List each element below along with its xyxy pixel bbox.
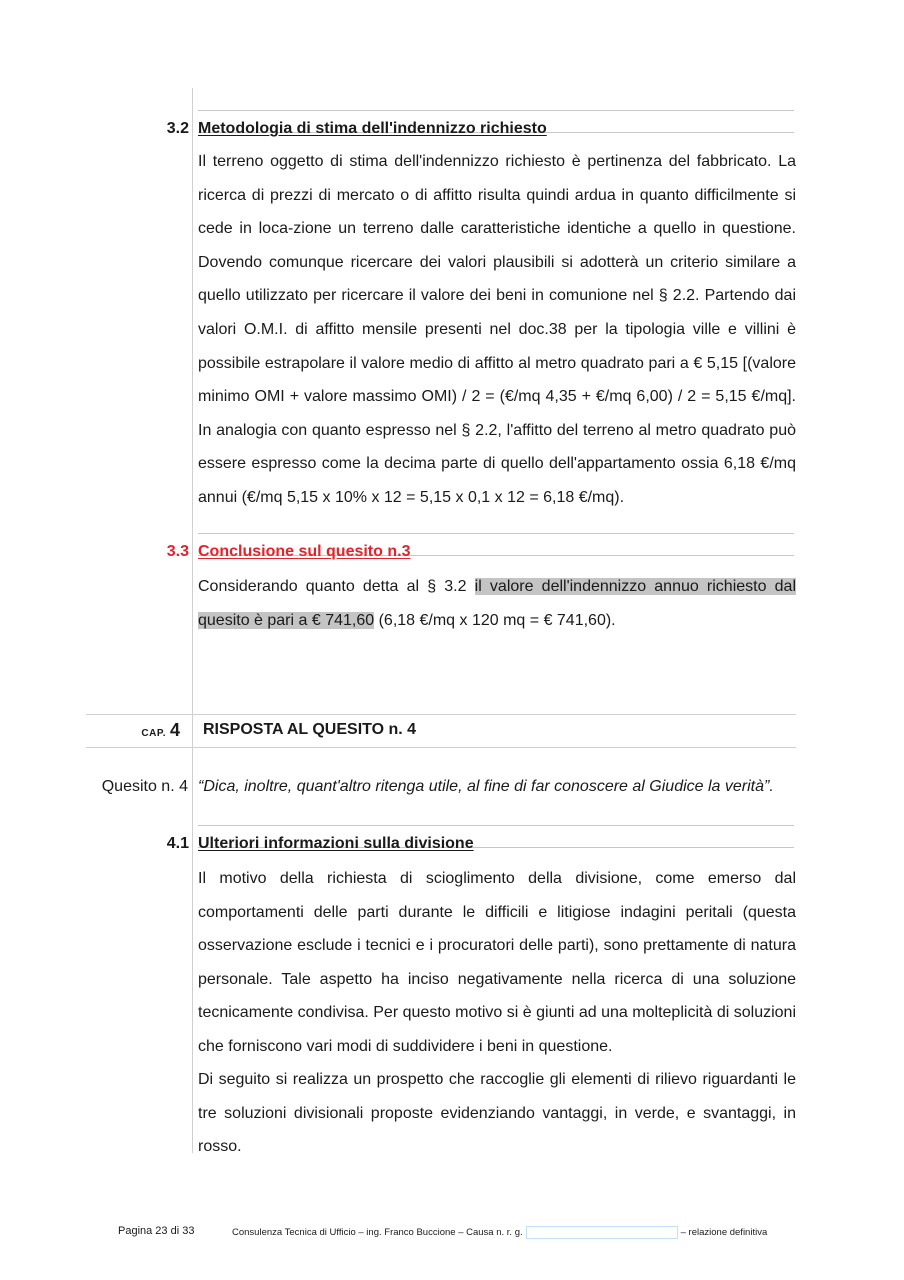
chapter-rule-bottom bbox=[86, 747, 796, 748]
section-title: Metodologia di stima dell'indennizzo richiesto bbox=[198, 120, 547, 137]
conclusion-calculation: (6,18 €/mq x 120 mq = € 741,60). bbox=[374, 611, 616, 629]
footer-text bbox=[232, 1226, 767, 1239]
footer-text-right: – relazione definitiva bbox=[680, 1227, 768, 1238]
section-title: Ulteriori informazioni sulla divisione bbox=[198, 835, 474, 852]
section-title: Conclusione sul quesito n.3 bbox=[198, 543, 411, 560]
section-3-2-heading bbox=[0, 118, 904, 142]
chapter-rule-top bbox=[86, 714, 796, 715]
case-number-field bbox=[526, 1226, 678, 1239]
section-3-2-paragraph: Il terreno oggetto di stima dell'indennizzo richiesto è pertinenza del fabbricato. La ricerca di prezzi di mercato o di affitto risulta quindi ardua in quanto difficilmente si cede in loca-zione un terreno dalle caratteristiche identiche a quello in questione. Dovendo comunque ricercare dei valori plausibili si adotterà un criterio similare a quello utilizzato per ricercare il valore dei beni in comunione nel § 2.2. Partendo dai valori O.M.I. di affitto mensile presenti nel doc.38 per la tipologia ville e villini è possibile estrapolare il valore medio di affitto al metro quadrato pari a € 5,15 [(valore minimo OMI + valore massimo OMI) / 2 = (€/mq 4,35 + €/mq 6,00) / 2 = 5,15 €/mq]. In analogia con quanto espresso nel § 2.2, l'affitto del terreno al metro quadrato può essere espresso come la decima parte di quello dell'appartamento ossia 6,18 €/mq annui (€/mq 5,15 x 10% x 12 = 5,15 x 0,1 x 12 = 6,18 €/mq). bbox=[198, 153, 796, 506]
footer-text-left: Consulenza Tecnica di Ufficio – ing. Franco Buccione – Causa n. r. g. bbox=[232, 1227, 523, 1238]
footer-page-number: Pagina 23 di 33 bbox=[118, 1225, 195, 1237]
chapter-number: 4 bbox=[169, 720, 180, 740]
quesito-label: Quesito n. 4 bbox=[101, 778, 188, 795]
section-4-1-paragraph-1: Il motivo della richiesta di scioglimento della divisione, come emerso dal comportamenti delle parti durante le difficili e litigiose indagini peritali (questa osservazione esclude i tecnici e i procuratori delle parti), sono prettamente di natura personale. Tale aspetto ha inciso negativamente nella ricerca di una soluzione tecnicamente condivisa. Per questo motivo si è giunti ad una molteplicità di soluzioni che forniscono vari modi di suddividere i beni in questione. bbox=[198, 870, 796, 1055]
highlighted-conclusion: il valore dell'indennizzo annuo richiesto dal quesito è pari a € 741,60 bbox=[198, 578, 797, 629]
heading-rule-top bbox=[198, 825, 794, 826]
margin-rule bbox=[192, 88, 193, 1153]
section-number: 4.1 bbox=[166, 835, 189, 852]
chapter-cap-text: CAP. bbox=[141, 728, 166, 739]
chapter-label bbox=[141, 720, 180, 741]
section-3-3-paragraph bbox=[198, 570, 796, 637]
section-number: 3.2 bbox=[166, 120, 189, 137]
section-number: 3.3 bbox=[166, 543, 189, 560]
heading-rule-top bbox=[198, 110, 794, 111]
heading-rule-top bbox=[198, 533, 794, 534]
section-4-1-heading bbox=[0, 833, 904, 857]
section-3-3-heading bbox=[0, 541, 904, 565]
section-4-1-paragraph-2: Di seguito si realizza un prospetto che raccoglie gli elementi di rilievo riguardanti le tre soluzioni divisionali proposte evidenziando vantaggi, in verde, e svantaggi, in rosso. bbox=[198, 1071, 796, 1156]
conclusion-text: Considerando quanto detta al § 3.2 bbox=[198, 578, 475, 595]
quesito-text: “Dica, inoltre, quant'altro ritenga utile, al fine di far conoscere al Giudice la verità”. bbox=[198, 778, 774, 795]
chapter-title: RISPOSTA AL QUESITO n. 4 bbox=[203, 721, 417, 738]
